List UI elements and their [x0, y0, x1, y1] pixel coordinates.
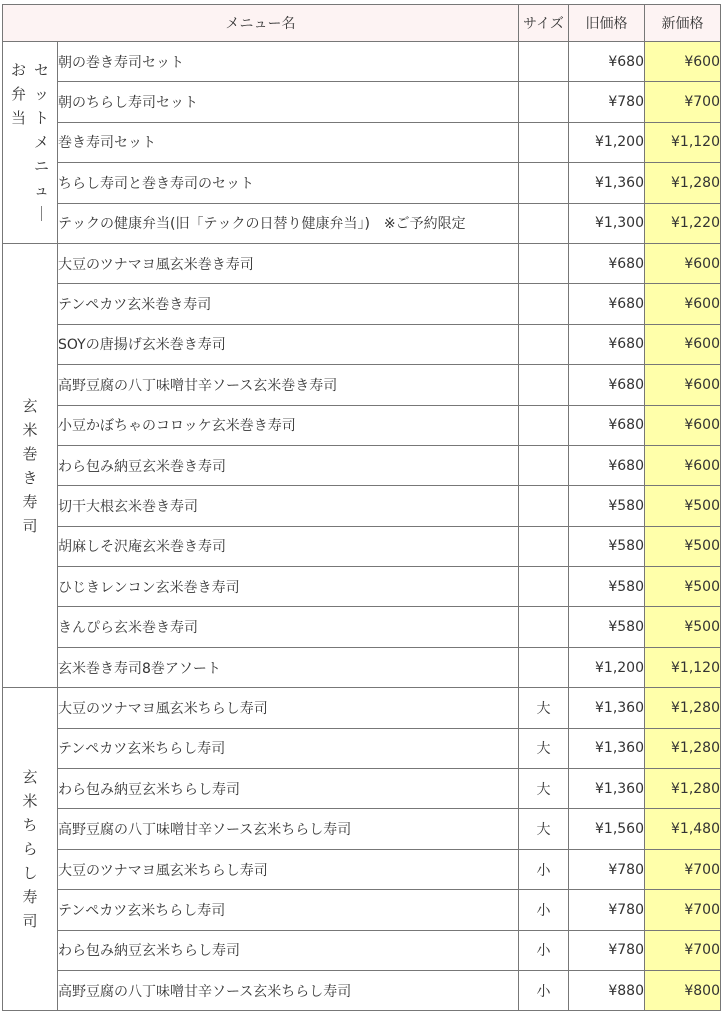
table-row: [3, 42, 721, 82]
table-row: [3, 970, 721, 1010]
menu-name-cell: 朝のちらし寿司セット: [58, 82, 519, 122]
old-price-cell: ¥780: [569, 890, 645, 930]
category-label: [3, 243, 58, 687]
menu-name-cell: ちらし寿司と巻き寿司のセット: [58, 163, 519, 203]
old-price-cell: ¥780: [569, 82, 645, 122]
size-cell: 大: [519, 809, 569, 849]
size-cell: 大: [519, 769, 569, 809]
size-cell: [519, 122, 569, 162]
size-cell: [519, 365, 569, 405]
header-row: [3, 5, 721, 42]
menu-name-cell: 小豆かぼちゃのコロッケ玄米巻き寿司: [58, 405, 519, 445]
category-label: [3, 42, 58, 244]
menu-name-cell: 高野豆腐の八丁味噌甘辛ソース玄米ちらし寿司: [58, 809, 519, 849]
new-price-cell: ¥800: [645, 970, 721, 1010]
new-price-cell: ¥500: [645, 607, 721, 647]
menu-name-cell: 大豆のツナマヨ風玄米巻き寿司: [58, 243, 519, 283]
header-new-price: 新価格: [645, 5, 721, 42]
size-cell: [519, 203, 569, 243]
size-cell: [519, 405, 569, 445]
size-cell: 小: [519, 930, 569, 970]
table-row: [3, 849, 721, 889]
old-price-cell: ¥580: [569, 526, 645, 566]
new-price-cell: ¥1,280: [645, 688, 721, 728]
header-old-price: 旧価格: [569, 5, 645, 42]
old-price-cell: ¥580: [569, 607, 645, 647]
category-label: [3, 688, 58, 1011]
old-price-cell: ¥680: [569, 324, 645, 364]
new-price-cell: ¥1,280: [645, 769, 721, 809]
new-price-cell: ¥1,280: [645, 728, 721, 768]
table-row: [3, 405, 721, 445]
size-cell: [519, 567, 569, 607]
old-price-cell: ¥680: [569, 284, 645, 324]
new-price-cell: ¥500: [645, 567, 721, 607]
size-cell: [519, 284, 569, 324]
old-price-cell: ¥680: [569, 365, 645, 405]
old-price-cell: ¥1,360: [569, 163, 645, 203]
new-price-cell: ¥600: [645, 445, 721, 485]
menu-name-cell: テンペカツ玄米巻き寿司: [58, 284, 519, 324]
old-price-cell: ¥580: [569, 486, 645, 526]
table-row: [3, 122, 721, 162]
table-row: [3, 647, 721, 687]
new-price-cell: ¥1,120: [645, 647, 721, 687]
old-price-cell: ¥880: [569, 970, 645, 1010]
table-row: [3, 728, 721, 768]
category-text: 玄 米 巻 き 寿 司: [22, 396, 38, 535]
menu-name-cell: テックの健康弁当(旧「テックの日替り健康弁当」) ※ご予約限定: [58, 203, 519, 243]
new-price-cell: ¥600: [645, 365, 721, 405]
size-cell: [519, 445, 569, 485]
menu-name-cell: 高野豆腐の八丁味噌甘辛ソース玄米ちらし寿司: [58, 970, 519, 1010]
new-price-cell: ¥700: [645, 849, 721, 889]
new-price-cell: ¥600: [645, 284, 721, 324]
old-price-cell: ¥680: [569, 42, 645, 82]
menu-name-cell: テンペカツ玄米ちらし寿司: [58, 890, 519, 930]
old-price-cell: ¥1,360: [569, 769, 645, 809]
menu-name-cell: テンペカツ玄米ちらし寿司: [58, 728, 519, 768]
size-cell: [519, 243, 569, 283]
menu-name-cell: 玄米巻き寿司8巻アソート: [58, 647, 519, 687]
new-price-cell: ¥1,120: [645, 122, 721, 162]
size-cell: 小: [519, 849, 569, 889]
menu-name-cell: きんぴら玄米巻き寿司: [58, 607, 519, 647]
menu-name-cell: わら包み納豆玄米ちらし寿司: [58, 769, 519, 809]
table-row: [3, 324, 721, 364]
menu-name-cell: SOYの唐揚げ玄米巻き寿司: [58, 324, 519, 364]
size-cell: 大: [519, 688, 569, 728]
category-text: お 弁 当: [10, 61, 26, 128]
new-price-cell: ¥1,220: [645, 203, 721, 243]
old-price-cell: ¥1,300: [569, 203, 645, 243]
size-cell: 小: [519, 890, 569, 930]
menu-name-cell: 胡麻しそ沢庵玄米巻き寿司: [58, 526, 519, 566]
old-price-cell: ¥780: [569, 930, 645, 970]
category-text: 玄 米 ち ら し 寿 司: [22, 768, 38, 931]
old-price-cell: ¥780: [569, 849, 645, 889]
table-row: [3, 284, 721, 324]
size-cell: [519, 82, 569, 122]
size-cell: [519, 42, 569, 82]
size-cell: [519, 647, 569, 687]
old-price-cell: ¥1,360: [569, 688, 645, 728]
new-price-cell: ¥700: [645, 930, 721, 970]
size-cell: [519, 607, 569, 647]
table-row: [3, 930, 721, 970]
old-price-cell: ¥680: [569, 243, 645, 283]
old-price-cell: ¥1,560: [569, 809, 645, 849]
new-price-cell: ¥600: [645, 405, 721, 445]
new-price-cell: ¥700: [645, 82, 721, 122]
price-table: [2, 4, 721, 1011]
menu-name-cell: わら包み納豆玄米ちらし寿司: [58, 930, 519, 970]
menu-name-cell: 高野豆腐の八丁味噌甘辛ソース玄米巻き寿司: [58, 365, 519, 405]
table-row: [3, 445, 721, 485]
table-row: [3, 890, 721, 930]
table-row: [3, 486, 721, 526]
size-cell: [519, 486, 569, 526]
new-price-cell: ¥600: [645, 42, 721, 82]
menu-name-cell: 切干大根玄米巻き寿司: [58, 486, 519, 526]
table-body: [3, 42, 721, 1011]
old-price-cell: ¥580: [569, 567, 645, 607]
old-price-cell: ¥1,200: [569, 647, 645, 687]
new-price-cell: ¥1,480: [645, 809, 721, 849]
menu-name-cell: 巻き寿司セット: [58, 122, 519, 162]
table-row: [3, 769, 721, 809]
new-price-cell: ¥600: [645, 324, 721, 364]
table-row: [3, 243, 721, 283]
old-price-cell: ¥1,200: [569, 122, 645, 162]
menu-name-cell: ひじきレンコン玄米巻き寿司: [58, 567, 519, 607]
old-price-cell: ¥1,360: [569, 728, 645, 768]
size-cell: [519, 526, 569, 566]
header-menu-name: メニュー名: [3, 5, 519, 42]
header-size: サイズ: [519, 5, 569, 42]
size-cell: 大: [519, 728, 569, 768]
table-row: [3, 809, 721, 849]
category-text: セ ッ ト メ ニ ュ ｜: [34, 61, 50, 224]
table-row: [3, 82, 721, 122]
menu-name-cell: わら包み納豆玄米巻き寿司: [58, 445, 519, 485]
menu-name-cell: 大豆のツナマヨ風玄米ちらし寿司: [58, 688, 519, 728]
table-row: [3, 365, 721, 405]
table-row: [3, 607, 721, 647]
new-price-cell: ¥700: [645, 890, 721, 930]
size-cell: [519, 163, 569, 203]
old-price-cell: ¥680: [569, 405, 645, 445]
table-row: [3, 526, 721, 566]
old-price-cell: ¥680: [569, 445, 645, 485]
table-row: [3, 203, 721, 243]
menu-name-cell: 大豆のツナマヨ風玄米ちらし寿司: [58, 849, 519, 889]
table-row: [3, 688, 721, 728]
new-price-cell: ¥500: [645, 526, 721, 566]
new-price-cell: ¥500: [645, 486, 721, 526]
menu-name-cell: 朝の巻き寿司セット: [58, 42, 519, 82]
table-row: [3, 163, 721, 203]
size-cell: 小: [519, 970, 569, 1010]
size-cell: [519, 324, 569, 364]
table-row: [3, 567, 721, 607]
new-price-cell: ¥600: [645, 243, 721, 283]
new-price-cell: ¥1,280: [645, 163, 721, 203]
